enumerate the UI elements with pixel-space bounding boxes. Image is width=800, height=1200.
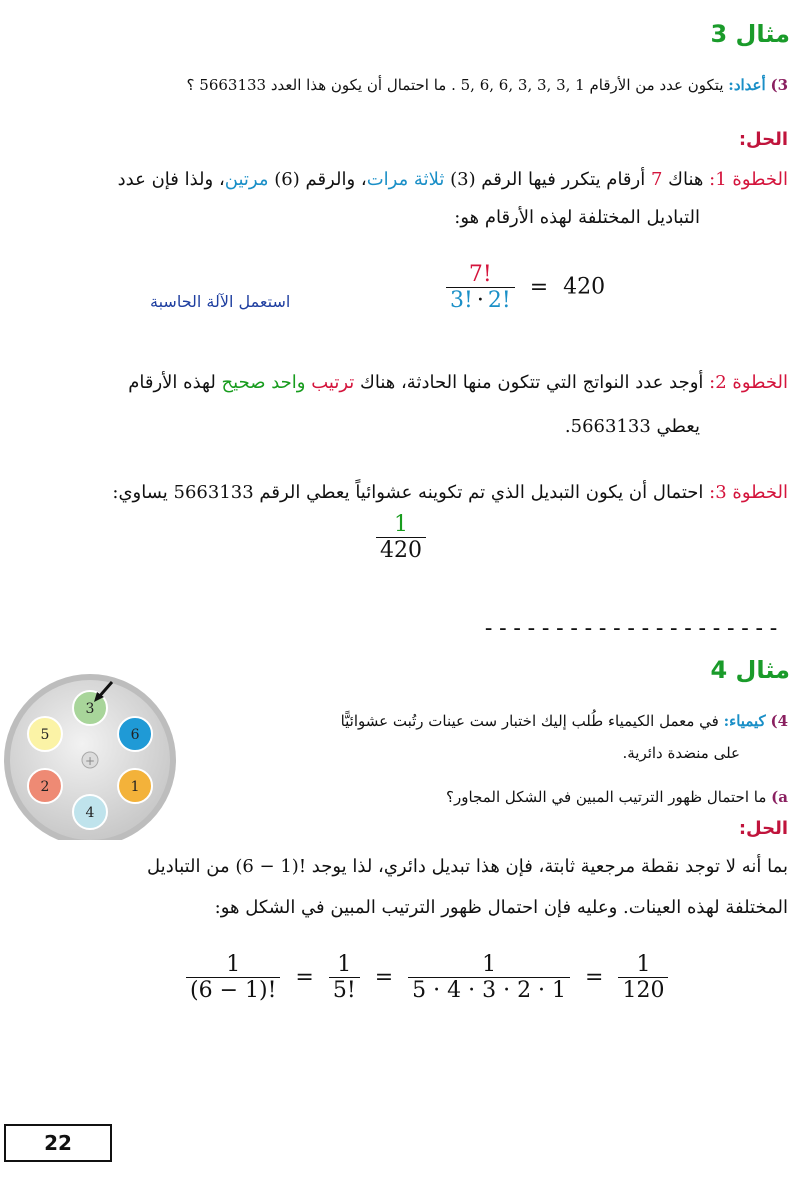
answer3: [376, 512, 426, 563]
page-number: 22: [4, 1124, 112, 1162]
example4-sol-line1: بما أنه لا توجد نقطة مرجعية ثابتة، فإن هذا تبديل دائري، لذا يوجد !(1 − 6) من التباديل: [147, 856, 788, 877]
answer3-numerator: 1: [394, 512, 408, 537]
step1-text-a: هناك: [668, 169, 704, 190]
step2-one-order: ترتيب: [311, 372, 355, 393]
f3-num: 1: [482, 952, 497, 977]
sub-a-label: a): [771, 788, 788, 806]
eq-2: =: [374, 964, 394, 990]
step3-line: [112, 478, 788, 508]
eq-3: =: [585, 964, 604, 990]
center-symbol: +: [84, 754, 96, 768]
f2-num: 1: [337, 952, 352, 977]
problem-label: أعداد:: [728, 76, 766, 94]
example4-problem-line2: على منضدة دائرية.: [622, 744, 740, 762]
answer3-denominator: 420: [380, 538, 422, 563]
step1-twice: مرتين: [224, 169, 269, 190]
problem-text: يتكون عدد من الأرقام 1 ,3 ,3 ,3 ,6 ,6 ,5 . ما احتمال أن يكون هذا العدد 5663133 ؟: [186, 76, 724, 94]
step1-text-b: أرقام يتكرر فيها الرقم (3): [450, 169, 646, 190]
step2-label: الخطوة 2:: [709, 372, 788, 393]
step2-line2: يعطي 5663133.: [564, 416, 700, 437]
f3-den: 5 · 4 · 3 · 2 · 1: [412, 978, 567, 1003]
sample-label-1: 1: [130, 779, 140, 795]
sample-label-3: 3: [85, 701, 95, 717]
problem-number: 3): [770, 76, 788, 94]
formula1: [446, 262, 605, 313]
example4-problem-text1: في معمل الكيمياء طُلب إليك اختبار ست عينات رتُبت عشوائيًّا: [340, 712, 719, 730]
step1-text-c: ، والرقم (6): [274, 169, 367, 190]
step1-text-d: ، ولذا فإن عدد: [117, 169, 225, 190]
formula1-numerator: 7!: [468, 262, 492, 287]
f1-num: 1: [226, 952, 241, 977]
formula1-den-a: 3!: [450, 288, 473, 313]
f4-num: 1: [636, 952, 651, 977]
step1-label: الخطوة 1:: [709, 169, 788, 190]
example4-title: مثال 4: [710, 656, 790, 684]
step3-text: احتمال أن يكون التبديل الذي تم تكوينه عشوائياً يعطي الرقم 5663133 يساوي:: [112, 482, 704, 503]
sample-label-2: 2: [40, 779, 50, 795]
example4-problem-line1: [341, 706, 788, 736]
formula1-result: 420: [563, 274, 606, 300]
step2-text-a: أوجد عدد النواتج التي تتكون منها الحادثة، هناك: [360, 372, 704, 393]
f2-den: 5!: [332, 978, 356, 1003]
calculator-note: استعمل الآلة الحاسبة: [150, 292, 291, 311]
sample-label-4: 4: [85, 805, 95, 821]
sample-label-6: 6: [130, 727, 140, 743]
example4-problem-number: 4): [770, 712, 788, 730]
example4-solution-label: الحل:: [738, 818, 788, 839]
example4-sub-a: [446, 782, 788, 812]
example3-problem: [187, 70, 788, 100]
f1-den: (6 − 1)!: [190, 978, 277, 1003]
step2-text-b: لهذه الأرقام: [128, 372, 216, 393]
solution-label: الحل:: [738, 129, 788, 150]
step1-seven: 7: [650, 169, 663, 190]
circular-table-diagram: [0, 660, 190, 840]
formula1-equals: =: [529, 274, 549, 300]
step2-line1: [128, 368, 788, 398]
step3-label: الخطوة 3:: [709, 482, 788, 503]
eq-1: =: [295, 964, 314, 990]
example3-title: مثال 3: [710, 20, 790, 48]
separator: ---------------------: [482, 616, 782, 641]
sub-a-text: ما احتمال ظهور الترتيب المبين في الشكل المجاور؟: [446, 788, 767, 806]
sample-label-5: 5: [40, 727, 50, 743]
step1-three-times: ثلاثة مرات: [366, 169, 445, 190]
formula1-dot: ·: [476, 288, 484, 313]
formula1-den-b: 2!: [487, 288, 511, 313]
step1-line2: التباديل المختلفة لهذه الأرقام هو:: [454, 207, 700, 228]
step2-one-correct: واحد صحيح: [221, 372, 306, 393]
step1-line1: [118, 165, 788, 195]
example4-sol-line2: المختلفة لهذه العينات. وعليه فإن احتمال ظهور الترتيب المبين في الشكل هو:: [214, 897, 788, 918]
formula2: [186, 952, 668, 1003]
example4-problem-label: كيمياء:: [723, 712, 766, 730]
f4-den: 120: [622, 978, 665, 1003]
